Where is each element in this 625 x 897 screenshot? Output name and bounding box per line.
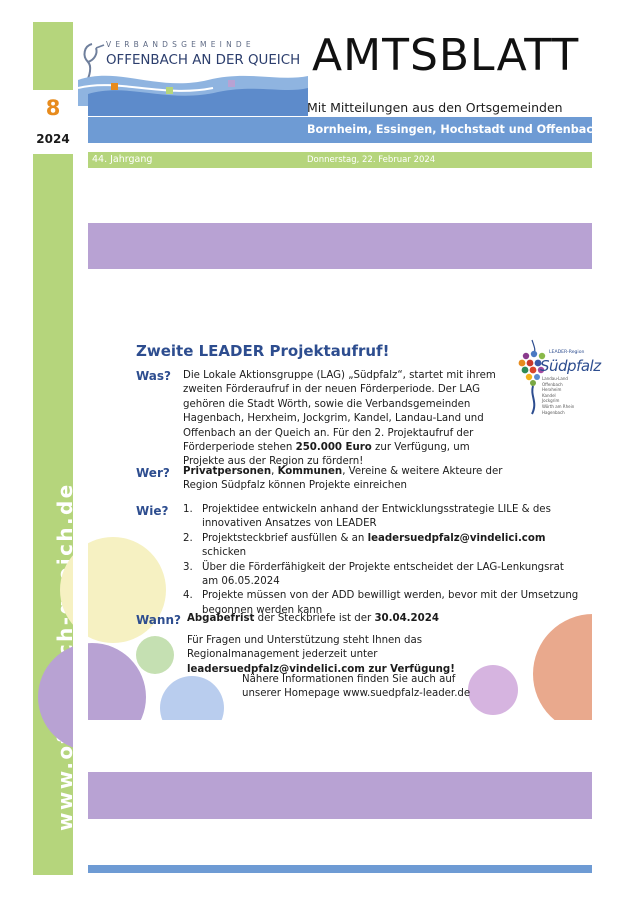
issue-box <box>33 90 73 154</box>
label-wann: Wann? <box>136 613 181 627</box>
town: Hagenbach <box>542 409 565 415</box>
wann-bold1: Abgabefrist <box>187 613 255 624</box>
leader-suedpfalz-logo <box>512 336 588 422</box>
list-item <box>183 561 583 590</box>
town: Landau-Land <box>542 376 568 381</box>
orte-text: Bornheim, Essingen, Hochstadt und Offenbach <box>307 123 601 136</box>
contact-text <box>187 634 517 677</box>
wer-bold2: Kommunen <box>277 466 343 477</box>
town: Jockgrim <box>542 398 560 404</box>
list-text: Projekte müssen von der ADD bewilligt werden, bevor mit der Umsetzung begonnen werden kann <box>202 590 579 616</box>
list-number: 1. <box>183 504 193 515</box>
label-wie: Wie? <box>136 504 169 518</box>
leader-logo-name: Südpfalz <box>540 357 601 375</box>
wer-sep: , <box>271 466 278 477</box>
wann-mid: der Steckbriefe ist der <box>254 613 375 624</box>
jahrgang: 44. Jahrgang <box>92 154 153 165</box>
decorative-band-top <box>88 223 592 269</box>
info-line2: unserer Homepage www.suedpfalz-leader.de <box>242 688 471 700</box>
town: Herxheim <box>542 387 562 393</box>
page-title: AMTSBLATT <box>312 30 580 81</box>
list-item <box>183 503 583 532</box>
info-text <box>242 673 542 702</box>
leader-logo-towns <box>542 376 574 415</box>
town: Kandel <box>542 392 556 398</box>
frame-mask-side <box>0 540 33 780</box>
wer-bold1: Privatpersonen <box>183 466 272 477</box>
decorative-band-bottom <box>88 772 592 819</box>
list-text: schicken <box>202 547 247 559</box>
page-subtitle: Mit Mitteilungen aus den Ortsgemeinden <box>307 100 563 115</box>
list-email: leadersuedpfalz@vindelici.com <box>367 532 546 544</box>
was-text <box>183 369 508 470</box>
article-headline: Zweite LEADER Projektaufruf! <box>136 342 390 360</box>
issue-date: Donnerstag, 22. Februar 2024 <box>307 155 436 165</box>
town: Wörth am Rhein <box>542 403 575 409</box>
footer-band <box>88 865 592 873</box>
list-text: Projektsteckbrief ausfüllen & an <box>202 532 368 544</box>
issue-year: 2024 <box>36 132 70 146</box>
was-text-after: zur Verfügung, um Projekte aus der Region zu fördern! <box>183 442 470 468</box>
list-number: 3. <box>183 561 193 573</box>
label-was: Was? <box>136 369 172 383</box>
list-text: Über die Förderfähigkeit der Projekte entscheidet der LAG-Lenkungsrat am 06.05.2024 <box>202 561 564 588</box>
town: Offenbach <box>542 381 563 387</box>
wie-list <box>183 503 583 618</box>
decor-circle-green <box>136 636 174 674</box>
info-line1: Nähere Informationen finden Sie auch auf <box>242 674 456 685</box>
list-item <box>183 532 583 561</box>
wer-rest: , Vereine & weitere Akteure der Region Südpfalz können Projekte einreichen <box>183 466 503 492</box>
list-number: 4. <box>183 590 193 602</box>
frame-mask-bottom <box>73 720 625 772</box>
label-wer: Wer? <box>136 466 170 480</box>
list-number: 2. <box>183 532 193 544</box>
contact-intro: Für Fragen und Unterstützung steht Ihnen das Regionalmanagement jederzeit unter <box>187 635 423 661</box>
was-text-before: Die Lokale Aktionsgruppe (LAG) „Südpfalz“, startet mit ihrem zweiten Förderaufruf in der neuen Förderperiode. Der LAG gehören die Stadt Wörth, sowie die Verbandsgemeinden Hagenbach, Herxheim, Jockgrim, Kandel, Landau-Land und Offenbach an der Queich an. Für den 2. Projektaufruf der Förderperiode stehen <box>183 370 496 454</box>
wer-text <box>183 465 523 494</box>
logo-verbandsgemeinde: VERBANDSGEMEINDE <box>106 40 255 49</box>
logo-gemeinde-name: OFFENBACH AN DER QUEICH <box>106 53 301 68</box>
wann-date: 30.04.2024 <box>374 613 439 624</box>
was-amount: 250.000 Euro <box>295 442 372 454</box>
vg-logo <box>78 36 308 122</box>
issue-number: 8 <box>45 96 61 120</box>
wann-text <box>187 612 547 626</box>
list-text: Projektidee entwickeln anhand der Entwicklungsstrategie LILE & des innovativen Ansatzes von LEADER <box>202 504 551 530</box>
leader-logo-title: LEADER-Region <box>549 350 585 355</box>
contact-email: leadersuedpfalz@vindelici.com zur Verfügung! <box>187 663 455 675</box>
